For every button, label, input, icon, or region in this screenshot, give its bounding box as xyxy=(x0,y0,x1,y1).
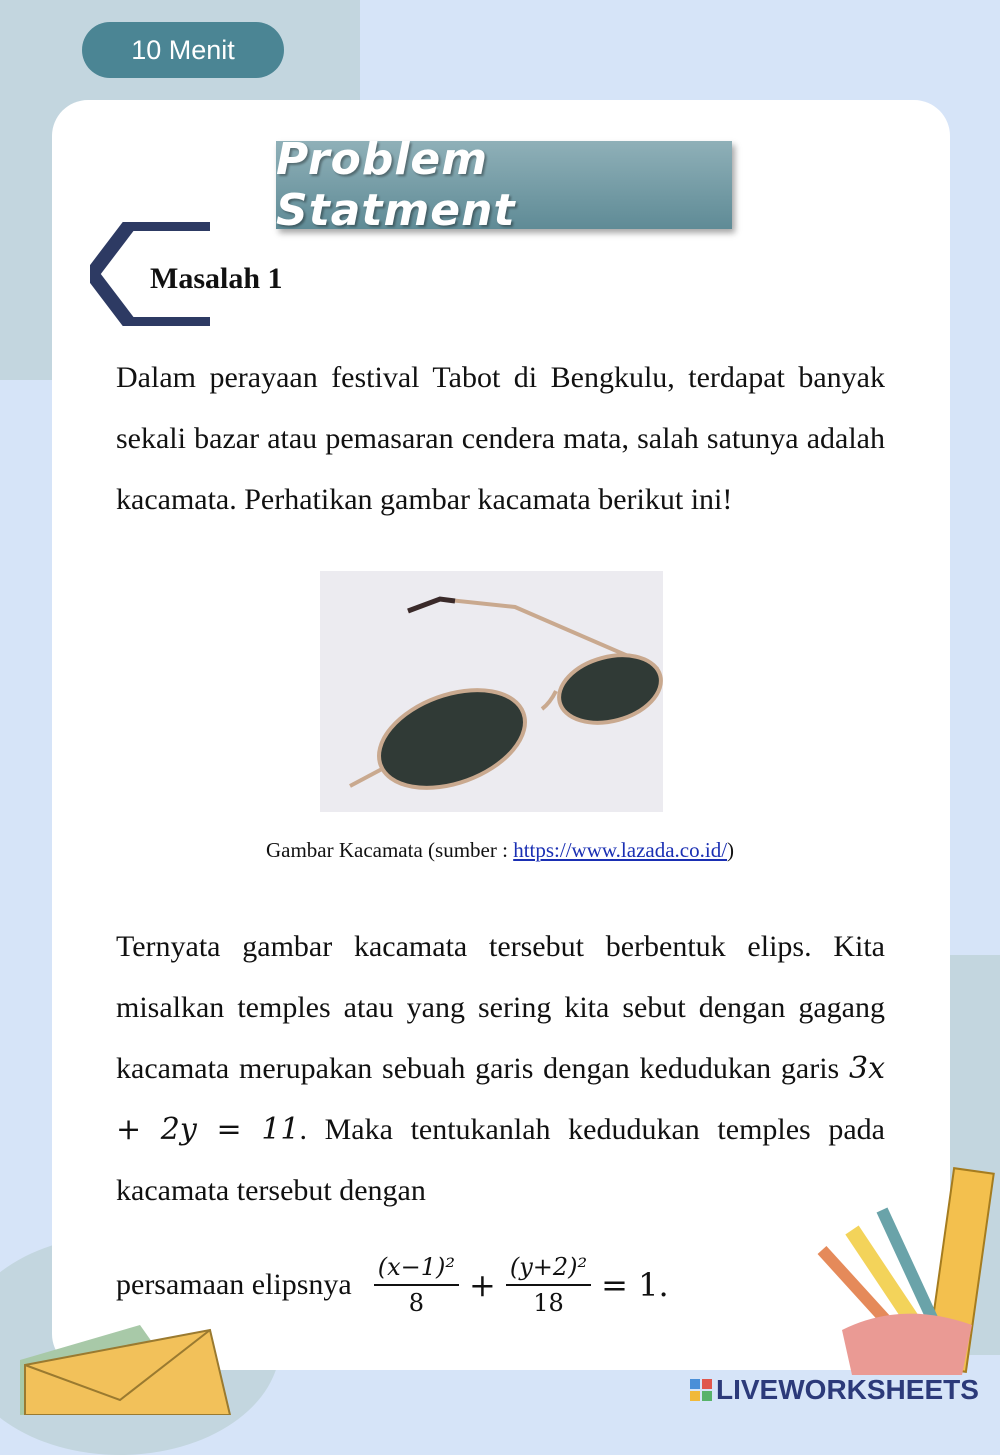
fraction-x-numerator: (x−1)² xyxy=(374,1253,459,1286)
plus-sign: + xyxy=(469,1266,496,1304)
question-text-2: . Maka tentukanlah kedudukan temples pada kacamata tersebut dengan xyxy=(116,1113,885,1207)
stationery-icon xyxy=(812,1150,1000,1375)
image-caption xyxy=(0,838,1000,863)
fraction-y-denominator: 18 xyxy=(533,1289,564,1317)
sunglasses-icon xyxy=(320,571,663,812)
timer-label: 10 Menit xyxy=(131,34,235,65)
source-link[interactable]: https://www.lazada.co.id/ xyxy=(513,838,728,862)
line-equation: 3x + 2y = 11 xyxy=(116,1051,885,1147)
equation-rhs: = 1. xyxy=(601,1266,669,1304)
equation-lead: persamaan elipsnya xyxy=(116,1268,352,1301)
section-heading: Masalah 1 xyxy=(150,262,283,295)
title-banner xyxy=(276,134,732,236)
fraction-x-denominator: 8 xyxy=(408,1289,425,1317)
question-paragraph xyxy=(116,916,885,1221)
caption-prefix: Gambar Kacamata (sumber : xyxy=(265,838,514,862)
problem-paragraph: Dalam perayaan festival Tabot di Bengkulu, terdapat banyak sekali bazar atau pemasaran cendera mata, salah satunya adalah kacamata. Perhatikan gambar kacamata berikut ini! xyxy=(116,361,885,516)
fraction-y xyxy=(506,1253,591,1317)
page-title: Problem Statment xyxy=(276,134,516,236)
fraction-x xyxy=(374,1253,459,1317)
timer-badge xyxy=(82,22,284,78)
liveworksheets-logo-icon xyxy=(690,1379,712,1401)
footer-logo xyxy=(690,1374,979,1406)
caption-suffix: ) xyxy=(727,838,735,862)
fraction-y-numerator: (y+2)² xyxy=(506,1253,591,1286)
sunglasses-photo xyxy=(320,571,663,812)
envelope-icon xyxy=(0,1300,240,1415)
question-text-1: Ternyata gambar kacamata tersebut berbentuk elips. Kita misalkan temples atau yang sering kita sebut dengan gagang kacamata merupakan sebuah garis dengan kedudukan garis xyxy=(116,930,885,1085)
footer-brand: LIVEWORKSHEETS xyxy=(716,1374,979,1405)
